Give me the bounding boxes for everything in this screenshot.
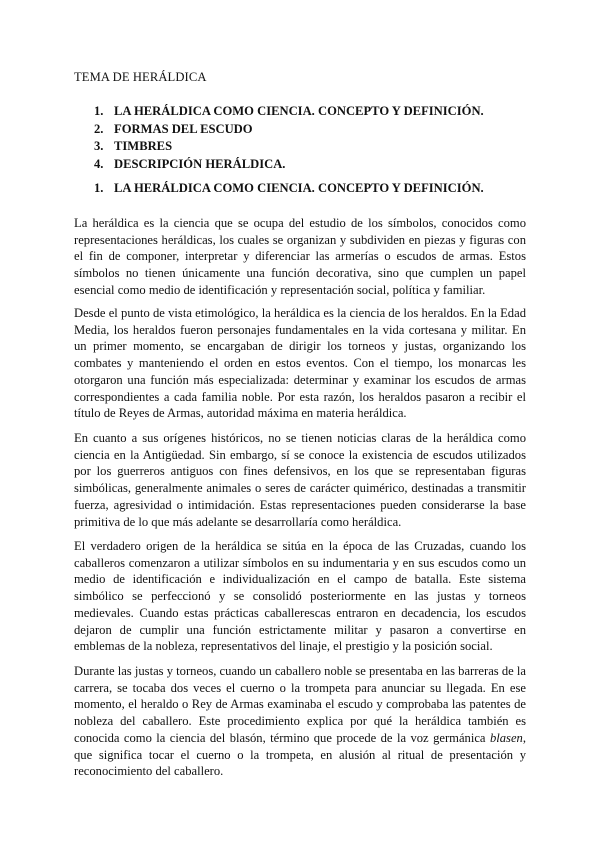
paragraph-text: Durante las justas y torneos, cuando un caballero noble se presentaba en las barreras de la carrera, se tocaba dos veces el cuerno o la trompeta para anunciar su llegada. En ese momento, el heraldo o Rey de Armas examinaba el escudo y comprobaba las patentes de nobleza del caballero. Este procedimiento explica por qué la heráldica también es conocida como la ciencia del blasón, término que procede de la voz germánica [74,664,526,745]
toc-item-number: 2. [94,121,104,136]
toc-item-label: TIMBRES [114,139,173,153]
toc-item [94,138,484,156]
section-heading [94,181,484,196]
section-title: LA HERÁLDICA COMO CIENCIA. CONCEPTO Y DEFINICIÓN. [114,181,484,195]
toc-item-label: LA HERÁLDICA COMO CIENCIA. CONCEPTO Y DEFINICIÓN. [114,104,484,118]
table-of-contents [94,103,484,173]
toc-item-number: 1. [94,104,104,118]
toc-item [94,103,484,121]
toc-item-number: 3. [94,139,104,153]
toc-item-label: FORMAS DEL ESCUDO [114,121,253,136]
toc-item [94,121,484,139]
paragraph-tournaments [74,663,526,780]
paragraph-origins: En cuanto a sus orígenes históricos, no se tienen noticias claras de la heráldica como ciencia en la Antigüedad. Sin embargo, sí se conoce la existencia de escudos utilizados por los guerreros antiguos con fines defensivos, en los que se representaban figuras simbólicas, generalmente animales o seres de carácter quimérico, destinadas a transmitir fuerza, agresividad o intimidación. Estas representaciones pueden considerarse la base primitiva de lo que más adelante se desarrollaría como heráldica. [74,431,526,529]
paragraph-crusades: El verdadero origen de la heráldica se sitúa en la época de las Cruzadas, cuando los caballeros comenzaron a utilizar símbolos en su indumentaria y en sus escudos como un medio de identificación e individualización en el campo de batalla. Este sistema simbólico se perfeccionó y se consolidó posteriormente en las justas y torneos medievales. Cuando estas prácticas caballerescas entraron en decadencia, los escudos dejaron de cumplir una función estrictamente militar y pasaron a convertirse en emblemas de la nobleza, representativos del linaje, el prestigio y la posición social. [74,539,526,654]
toc-item-number: 4. [94,156,104,171]
italic-term: blasen [489,730,523,745]
paragraph-definition: La heráldica es la ciencia que se ocupa del estudio de los símbolos, conocidos como representaciones heráldicas, los cuales se organizan y subdividen en piezas y figuras con el fin de componer, interpretar y diferenciar las armerías o escudos de armas. Estos símbolos no tienen únicamente una función decorativa, sino que cumplen un papel esencial como medio de identificación y representación social, política y familiar. [74,216,526,297]
paragraph-text: , que significa tocar el cuerno o la trompeta, en alusión al ritual de presentación y reconocimiento del caballero. [74,730,526,779]
section-number: 1. [94,181,104,195]
document-title: TEMA DE HERÁLDICA [74,70,207,84]
toc-item-label: DESCRIPCIÓN HERÁLDICA. [114,156,286,171]
toc-item [94,156,484,174]
paragraph-etymology: Desde el punto de vista etimológico, la heráldica es la ciencia de los heraldos. En la Edad Media, los heraldos fueron personajes fundamentales en la vida cortesana y militar. En un primer momento, se encargaban de dirigir los torneos y justas, organizando los combates y manteniendo el orden en estos eventos. Con el tiempo, los monarcas les otorgaron una función más especializada: determinar y examinar los escudos de armas correspondientes a cada familia noble. Por esta razón, los heraldos pasaron a recibir el título de Reyes de Armas, autoridad máxima en materia heráldica. [74,306,526,421]
